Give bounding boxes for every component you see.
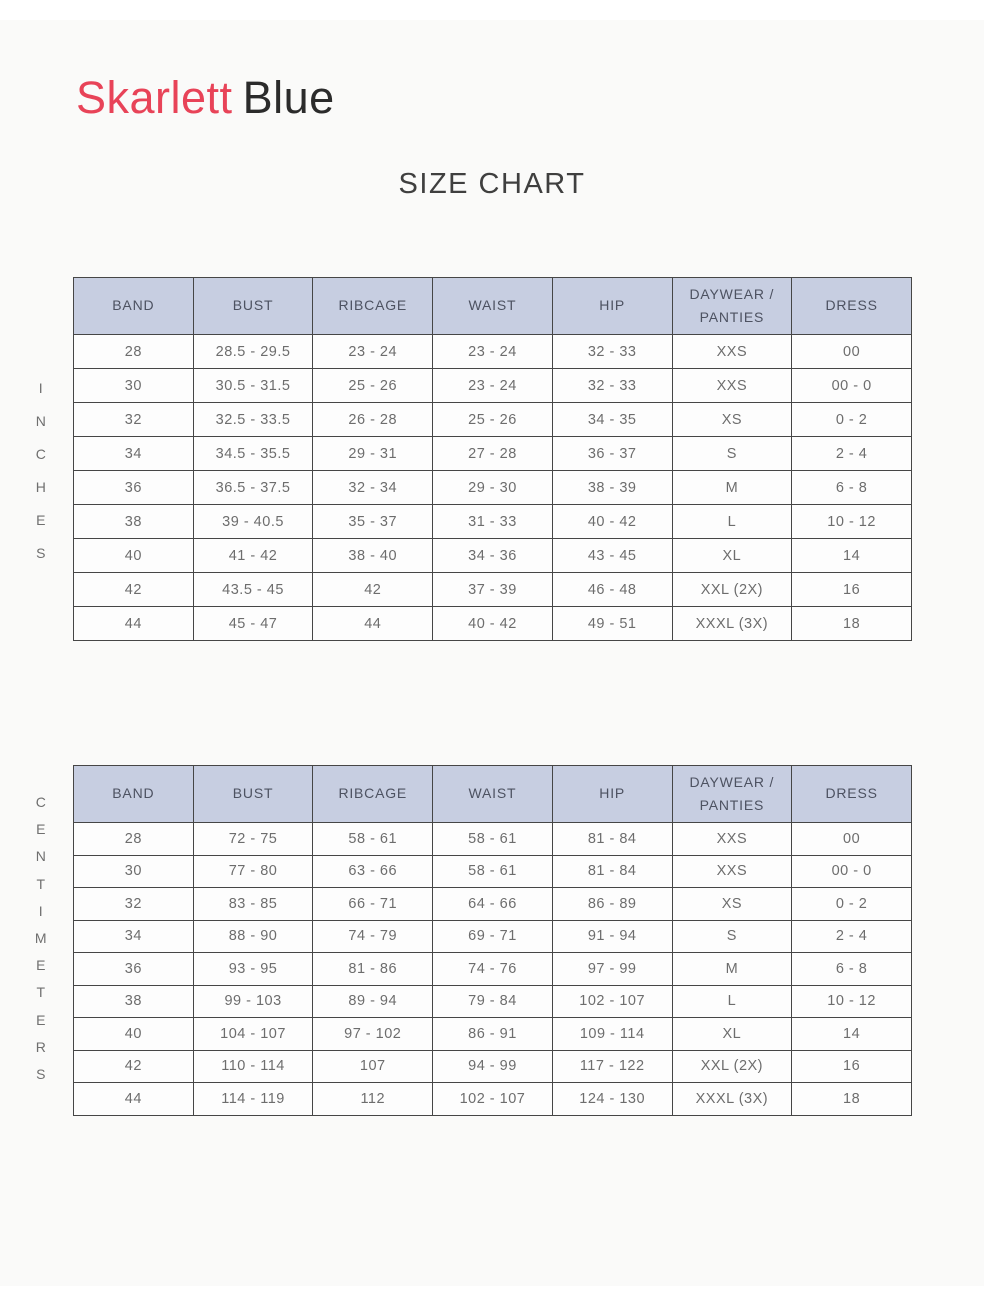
unit-label-centimeters xyxy=(30,789,52,1088)
table-cell: 29 - 30 xyxy=(433,471,553,505)
table-cell: 28 xyxy=(74,823,194,856)
column-header-band: BAND xyxy=(74,766,194,823)
column-header-hip: HIP xyxy=(552,766,672,823)
table-cell: 117 - 122 xyxy=(552,1050,672,1083)
table-cell: 25 - 26 xyxy=(433,403,553,437)
table-cell: XXXL (3X) xyxy=(672,607,792,641)
table-cell: 110 - 114 xyxy=(193,1050,313,1083)
table-cell: XXS xyxy=(672,823,792,856)
unit-label-letter: H xyxy=(35,479,47,495)
table-cell: 2 - 4 xyxy=(792,437,912,471)
column-header-band: BAND xyxy=(74,278,194,335)
column-header-hip: HIP xyxy=(552,278,672,335)
column-header-bust: BUST xyxy=(193,766,313,823)
table-cell: 94 - 99 xyxy=(433,1050,553,1083)
table-cell: 34 - 35 xyxy=(552,403,672,437)
size-table-inches xyxy=(73,277,912,641)
table-cell: 31 - 33 xyxy=(433,505,553,539)
table-cell: XL xyxy=(672,539,792,573)
table-cell: L xyxy=(672,985,792,1018)
table-cell: 44 xyxy=(74,607,194,641)
table-cell: 42 xyxy=(74,573,194,607)
table-cell: 43 - 45 xyxy=(552,539,672,573)
table-cell: 109 - 114 xyxy=(552,1018,672,1051)
table-cell: 16 xyxy=(792,573,912,607)
table-cell: 10 - 12 xyxy=(792,985,912,1018)
table-cell: 97 - 99 xyxy=(552,953,672,986)
table-cell: 58 - 61 xyxy=(433,855,553,888)
table-cell: 38 - 40 xyxy=(313,539,433,573)
table-cell: XS xyxy=(672,888,792,921)
table-cell: 32 xyxy=(74,888,194,921)
table-cell: 124 - 130 xyxy=(552,1083,672,1116)
table-cell: 46 - 48 xyxy=(552,573,672,607)
page-title: SIZE CHART xyxy=(398,168,586,200)
table-row xyxy=(74,920,912,953)
table-row xyxy=(74,888,912,921)
unit-label-letter: R xyxy=(35,1038,47,1055)
table-cell: 29 - 31 xyxy=(313,437,433,471)
column-header-daywear: DAYWEAR / PANTIES xyxy=(672,278,792,335)
unit-label-letter: N xyxy=(35,413,47,429)
table-row xyxy=(74,985,912,1018)
size-table-centimeters xyxy=(73,765,912,1116)
table-header-row xyxy=(74,766,912,823)
table-cell: 40 - 42 xyxy=(552,505,672,539)
unit-label-letter: C xyxy=(35,794,47,810)
table-cell: 77 - 80 xyxy=(193,855,313,888)
table-cell: 30 xyxy=(74,369,194,403)
table-cell: 42 xyxy=(313,573,433,607)
table-cell: S xyxy=(672,920,792,953)
table-cell: 66 - 71 xyxy=(313,888,433,921)
table-cell: 32 - 34 xyxy=(313,471,433,505)
table-cell: 104 - 107 xyxy=(193,1018,313,1051)
table-cell: 63 - 66 xyxy=(313,855,433,888)
table-cell: L xyxy=(672,505,792,539)
table-cell: 58 - 61 xyxy=(433,823,553,856)
table-row xyxy=(74,823,912,856)
table-cell: 44 xyxy=(74,1083,194,1116)
table-cell: 35 - 37 xyxy=(313,505,433,539)
table-cell: 30.5 - 31.5 xyxy=(193,369,313,403)
table-cell: 74 - 76 xyxy=(433,953,553,986)
table-cell: 37 - 39 xyxy=(433,573,553,607)
table-row xyxy=(74,403,912,437)
table-cell: 102 - 107 xyxy=(433,1083,553,1116)
unit-label-letter: S xyxy=(36,1066,46,1083)
unit-label-letter: C xyxy=(35,446,47,462)
table-cell: 99 - 103 xyxy=(193,985,313,1018)
table-cell: 81 - 84 xyxy=(552,855,672,888)
table-row xyxy=(74,1050,912,1083)
unit-label-letter: T xyxy=(36,875,46,892)
table-cell: 10 - 12 xyxy=(792,505,912,539)
table-cell: 81 - 86 xyxy=(313,953,433,986)
table-cell: 14 xyxy=(792,539,912,573)
table-cell: 14 xyxy=(792,1018,912,1051)
table-cell: 97 - 102 xyxy=(313,1018,433,1051)
table-cell: 32 xyxy=(74,403,194,437)
table-cell: 93 - 95 xyxy=(193,953,313,986)
table-cell: 39 - 40.5 xyxy=(193,505,313,539)
table-cell: 25 - 26 xyxy=(313,369,433,403)
table-cell: 18 xyxy=(792,607,912,641)
table-cell: 34 - 36 xyxy=(433,539,553,573)
table-cell: XXS xyxy=(672,335,792,369)
column-header-daywear: DAYWEAR / PANTIES xyxy=(672,766,792,823)
table-cell: 0 - 2 xyxy=(792,403,912,437)
unit-label-letter: T xyxy=(36,984,46,1001)
table-cell: 41 - 42 xyxy=(193,539,313,573)
table-cell: 81 - 84 xyxy=(552,823,672,856)
table-cell: 34 xyxy=(74,920,194,953)
table-cell: XXL (2X) xyxy=(672,1050,792,1083)
column-header-ribcage: RIBCAGE xyxy=(313,766,433,823)
table-header-row xyxy=(74,278,912,335)
table-cell: 23 - 24 xyxy=(433,369,553,403)
table-cell: 00 - 0 xyxy=(792,855,912,888)
column-header-dress: DRESS xyxy=(792,766,912,823)
table-cell: 79 - 84 xyxy=(433,985,553,1018)
table-cell: 38 xyxy=(74,985,194,1018)
table-cell: 40 - 42 xyxy=(433,607,553,641)
table-cell: 42 xyxy=(74,1050,194,1083)
table-cell: 38 - 39 xyxy=(552,471,672,505)
table-cell: 36 xyxy=(74,953,194,986)
table-cell: XS xyxy=(672,403,792,437)
table-cell: 44 xyxy=(313,607,433,641)
column-header-bust: BUST xyxy=(193,278,313,335)
table-cell: 49 - 51 xyxy=(552,607,672,641)
brand-logo xyxy=(76,72,335,124)
unit-label-letter: E xyxy=(36,957,46,974)
table-cell: 86 - 89 xyxy=(552,888,672,921)
table-cell: 00 - 0 xyxy=(792,369,912,403)
table-cell: XXS xyxy=(672,855,792,888)
table-cell: 30 xyxy=(74,855,194,888)
table-cell: 38 xyxy=(74,505,194,539)
table-cell: 72 - 75 xyxy=(193,823,313,856)
table-cell: 83 - 85 xyxy=(193,888,313,921)
table-cell: 23 - 24 xyxy=(313,335,433,369)
table-cell: 86 - 91 xyxy=(433,1018,553,1051)
unit-label-letter: I xyxy=(38,380,44,396)
table-row xyxy=(74,335,912,369)
table-cell: 88 - 90 xyxy=(193,920,313,953)
table-cell: 45 - 47 xyxy=(193,607,313,641)
table-row xyxy=(74,855,912,888)
table-cell: 23 - 24 xyxy=(433,335,553,369)
table-cell: 34.5 - 35.5 xyxy=(193,437,313,471)
table-cell: 69 - 71 xyxy=(433,920,553,953)
table-cell: 40 xyxy=(74,539,194,573)
table-row xyxy=(74,505,912,539)
unit-label-inches xyxy=(30,372,52,570)
table-cell: 43.5 - 45 xyxy=(193,573,313,607)
table-cell: 6 - 8 xyxy=(792,471,912,505)
unit-label-letter: E xyxy=(36,1011,46,1028)
table-row xyxy=(74,539,912,573)
table-cell: 27 - 28 xyxy=(433,437,553,471)
column-header-dress: DRESS xyxy=(792,278,912,335)
table-cell: M xyxy=(672,953,792,986)
table-cell: 58 - 61 xyxy=(313,823,433,856)
unit-label-letter: N xyxy=(35,848,47,865)
column-header-waist: WAIST xyxy=(433,278,553,335)
column-header-ribcage: RIBCAGE xyxy=(313,278,433,335)
table-cell: 64 - 66 xyxy=(433,888,553,921)
brand-name-secondary: Blue xyxy=(242,72,335,123)
table-cell: 114 - 119 xyxy=(193,1083,313,1116)
table-cell: 00 xyxy=(792,335,912,369)
table-cell: 32 - 33 xyxy=(552,369,672,403)
table-row xyxy=(74,437,912,471)
table-cell: 6 - 8 xyxy=(792,953,912,986)
table-row xyxy=(74,471,912,505)
unit-label-letter: S xyxy=(36,545,46,561)
unit-label-letter: I xyxy=(38,902,44,919)
table-cell: XL xyxy=(672,1018,792,1051)
table-cell: S xyxy=(672,437,792,471)
table-cell: 28 xyxy=(74,335,194,369)
table-cell: 00 xyxy=(792,823,912,856)
brand-name-primary: Skarlett xyxy=(76,72,233,123)
table-cell: XXL (2X) xyxy=(672,573,792,607)
table-cell: 2 - 4 xyxy=(792,920,912,953)
table-cell: 0 - 2 xyxy=(792,888,912,921)
table-cell: 112 xyxy=(313,1083,433,1116)
table-cell: 26 - 28 xyxy=(313,403,433,437)
table-cell: XXS xyxy=(672,369,792,403)
table-cell: 16 xyxy=(792,1050,912,1083)
table-cell: XXXL (3X) xyxy=(672,1083,792,1116)
table-cell: 32 - 33 xyxy=(552,335,672,369)
table-cell: 28.5 - 29.5 xyxy=(193,335,313,369)
table-cell: M xyxy=(672,471,792,505)
table-row xyxy=(74,573,912,607)
table-cell: 34 xyxy=(74,437,194,471)
table-cell: 74 - 79 xyxy=(313,920,433,953)
table-row xyxy=(74,1083,912,1116)
unit-label-letter: E xyxy=(36,512,46,528)
table-cell: 36 xyxy=(74,471,194,505)
table-cell: 91 - 94 xyxy=(552,920,672,953)
table-row xyxy=(74,369,912,403)
column-header-waist: WAIST xyxy=(433,766,553,823)
table-row xyxy=(74,953,912,986)
table-cell: 40 xyxy=(74,1018,194,1051)
table-cell: 36.5 - 37.5 xyxy=(193,471,313,505)
table-cell: 102 - 107 xyxy=(552,985,672,1018)
table-cell: 32.5 - 33.5 xyxy=(193,403,313,437)
table-row xyxy=(74,607,912,641)
table-cell: 107 xyxy=(313,1050,433,1083)
unit-label-letter: E xyxy=(36,821,46,838)
table-cell: 36 - 37 xyxy=(552,437,672,471)
table-row xyxy=(74,1018,912,1051)
table-cell: 18 xyxy=(792,1083,912,1116)
table-cell: 89 - 94 xyxy=(313,985,433,1018)
unit-label-letter: M xyxy=(34,930,48,947)
